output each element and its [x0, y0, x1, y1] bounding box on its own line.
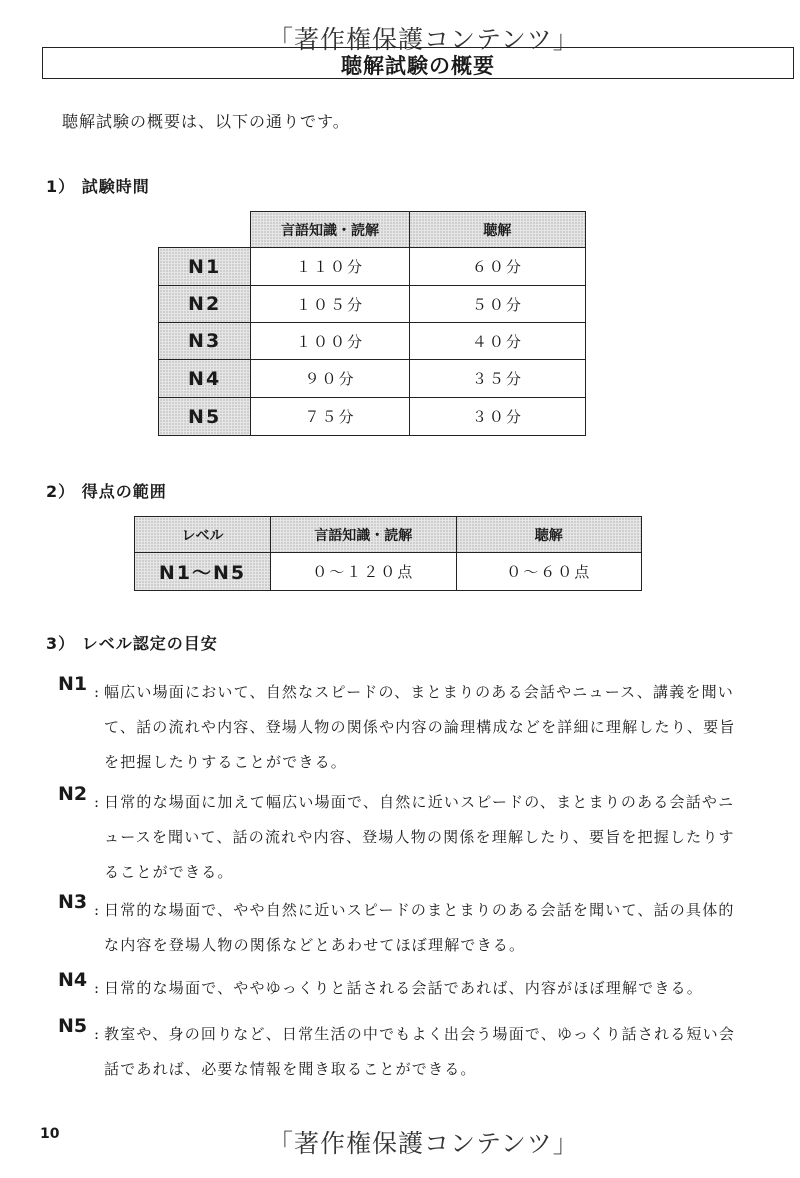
row-level: N1～N5 [135, 553, 271, 591]
table-row [159, 360, 586, 398]
cell-listening-score: ０～６０点 [456, 553, 641, 591]
cell-listening-time: ３５分 [409, 360, 585, 398]
cell-language-time: １１０分 [251, 248, 409, 286]
level-description: 日常的な場面に加えて幅広い場面で、自然に近いスピードの、まとまりのある会話やニュースを聞いて、話の流れや内容、登場人物の関係を理解したり、要旨を把握したりすることができる。 [104, 793, 735, 881]
level-description: 日常的な場面で、やや自然に近いスピードのまとまりのある会話を聞いて、話の具体的な内容を登場人物の関係などとあわせてほぼ理解できる。 [104, 901, 735, 954]
level-description: 教室や、身の回りなど、日常生活の中でもよく出会う場面で、ゆっくり話される短い会話であれば、必要な情報を聞き取ることができる。 [104, 1025, 736, 1078]
watermark-bottom: 「著作権保護コンテンツ」 [268, 1129, 579, 1158]
row-level: N3 [159, 323, 251, 360]
col-header-listening: 聴解 [409, 212, 585, 248]
intro-text: 聴解試験の概要は、以下の通りです。 [62, 112, 350, 131]
page-number: 10 [40, 1126, 60, 1142]
row-level: N2 [159, 286, 251, 323]
level-label: N5 [58, 1015, 88, 1037]
cell-listening-time: ３０分 [409, 398, 585, 436]
level-label: N1 [58, 673, 88, 695]
score-range-table [134, 516, 642, 591]
colon: : [94, 901, 100, 919]
col-header-language: 言語知識・読解 [251, 212, 409, 248]
level-item-n2 [58, 785, 748, 885]
table-row [159, 286, 586, 323]
colon: : [94, 683, 100, 701]
section-1-heading: 1） 試験時間 [46, 177, 150, 196]
level-label: N4 [58, 969, 88, 991]
row-level: N4 [159, 360, 251, 398]
col-header-language: 言語知識・読解 [271, 517, 457, 553]
table-corner [159, 212, 251, 248]
watermark-top: 「著作権保護コンテンツ」 [268, 25, 579, 54]
table-row [135, 553, 642, 591]
section-2-heading: 2） 得点の範囲 [46, 482, 167, 501]
table-row [159, 248, 586, 286]
table-row [159, 398, 586, 436]
cell-language-time: １０５分 [251, 286, 409, 323]
exam-time-table [158, 211, 586, 436]
title-box [42, 47, 794, 79]
section-3-heading: 3） レベル認定の目安 [46, 634, 218, 653]
level-item-n5 [58, 1017, 748, 1087]
colon: : [94, 1025, 100, 1043]
cell-listening-time: ４０分 [409, 323, 585, 360]
col-header-listening: 聴解 [456, 517, 641, 553]
level-item-n4 [58, 971, 748, 1007]
level-label: N2 [58, 783, 88, 805]
level-item-n3 [58, 893, 748, 963]
page-title: 聴解試験の概要 [341, 54, 495, 78]
level-description: 幅広い場面において、自然なスピードの、まとまりのある会話やニュース、講義を聞いて、話の流れや内容、登場人物の関係や内容の論理構成などを詳細に理解したり、要旨を把握したりすることができる。 [104, 683, 736, 771]
row-level: N5 [159, 398, 251, 436]
row-level: N1 [159, 248, 251, 286]
cell-language-score: ０～１２０点 [271, 553, 457, 591]
cell-listening-time: ６０分 [409, 248, 585, 286]
level-description: 日常的な場面で、ややゆっくりと話される会話であれば、内容がほぼ理解できる。 [104, 979, 703, 997]
cell-language-time: ９０分 [251, 360, 409, 398]
level-item-n1 [58, 675, 748, 785]
table-row [159, 323, 586, 360]
cell-listening-time: ５０分 [409, 286, 585, 323]
col-header-level: レベル [135, 517, 271, 553]
colon: : [94, 979, 100, 997]
level-label: N3 [58, 891, 88, 913]
colon: : [94, 793, 100, 811]
cell-language-time: ７５分 [251, 398, 409, 436]
cell-language-time: １００分 [251, 323, 409, 360]
